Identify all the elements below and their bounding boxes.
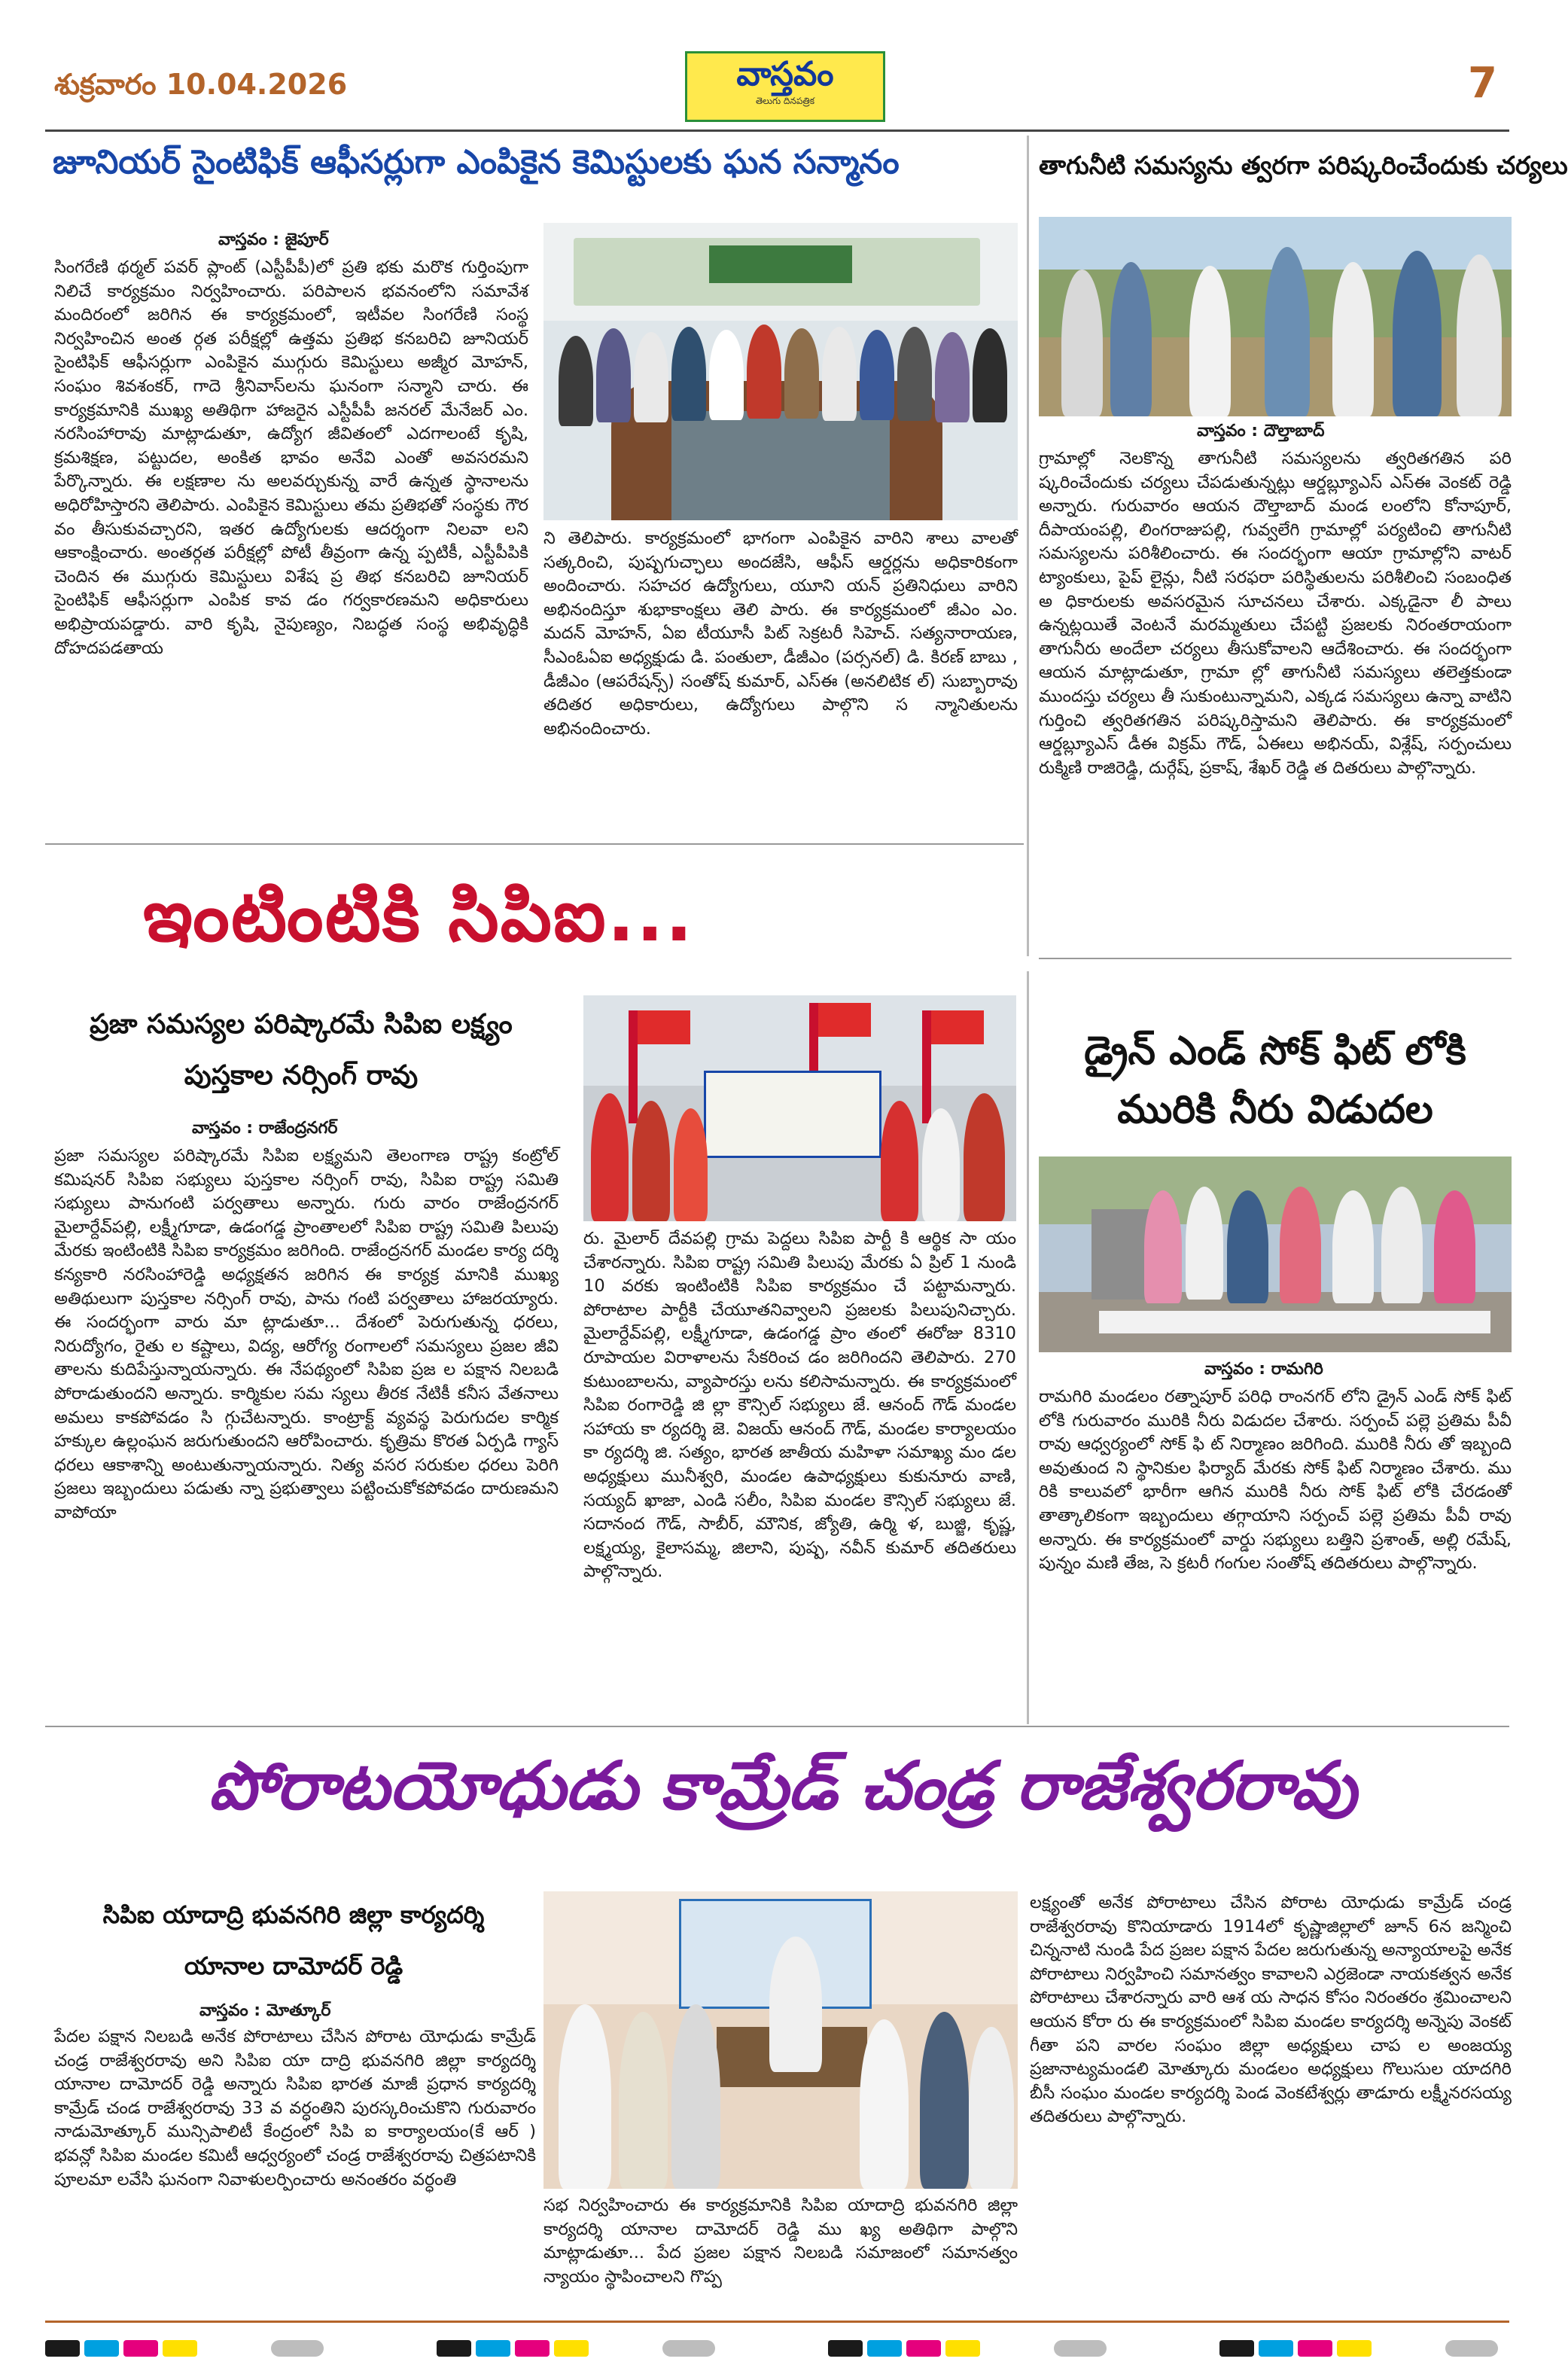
story3-body-left: ప్రజా సమస్యల పరిష్కారమే సిపిఐ లక్ష్యమని తెలంగాణ రాష్ట్ర కంట్రోల్ కమిషనర్ సిపిఐ సభ్యులు పుస్తకాల నర్సింగ్ రావు, సిపిఐ రాష్ట్ర సమితి సభ్యులు పానుగంటి పర్వతాలు అన్నారు. గురు వారం రాజేంద్రనగర్ మైలార్దేవ్‌పల్లి, లక్ష్మీగూడా, ఉడంగడ్డ ప్రాంతాలలో సిపిఐ రాష్ట్ర సమితి పిలుపు మేరకు ఇంటింటికి సిపిఐ కార్యక్రమం జరిగింది. రాజేంద్రనగర్ మండల కార్య దర్శి కన్యకారి నరసింహారెడ్డి అధ్యక్షతన జరిగిన ఈ కార్యక్ర మానికి ముఖ్య అతిథులుగా పుస్తకాల నర్సింగ్ రావు, పాను గంటి పర్వతాలు హాజరయ్యారు. ఈ సందర్భంగా వారు మా ట్లాడుతూ... దేశంలో పెరుగుతున్న ధరలు, నిరుద్యోగం, రైతు ల కష్టాలు, విద్య, ఆరోగ్య రంగాలలో సమస్యలు ప్రజల జీవి తాలను కుదిపేస్తున్నాయన్నారు. ఈ నేపథ్యంలో సిపిఐ ప్రజ ల పక్షాన నిలబడి పోరాడుతుందని అన్నారు. కార్మికుల సమ స్యలు తీరక నేటికీ కనీస వేతనాలు అమలు కాకపోవడం సి గ్గుచేటన్నారు. కాంట్రాక్ట్ వ్యవస్థ పెరుగుదల కార్మిక హక్కుల ఉల్లంఘన జరుగుతుందని ఆరోపించారు. కృత్రిమ కొరత ఏర్పడి గ్యాస్ ధరలు ఆకాశాన్ని అంటుతున్నాయన్నారు. నిత్య వసర సరుకుల ధరలు పెరిగి ప్రజలు ఇబ్బందులు పడుతు న్నా ప్రభుత్వాలు పట్టించుకోకపోవడం దారుణమని వాపోయా [54,1146,559,1522]
header-divider [45,130,1509,132]
registration-mark [123,2340,158,2357]
registration-gray-mark [271,2340,324,2357]
registration-mark [1219,2340,1254,2357]
registration-mark [828,2340,863,2357]
story5-body-left: పేదల పక్షాన నిలబడి అనేక పోరాటాలు చేసిన పోరాట యోధుడు కామ్రేడ్ చండ్ర రాజేశ్వరరావు అని సిపిఐ యా దాద్రి భువనగిరి జిల్లా కార్యదర్శి యానాల దామోదర్ రెడ్డి అన్నారు సిపిఐ భారత మాజీ ప్రధాన కార్యదర్శి కామ్రేడ్ చండ రాజేశ్వరరావు 33 వ వర్ధంతిని పురస్కరించుకొని గురువారం నాడుమోత్కూర్ మున్సిపాలిటీ కేంద్రంలో సిపి ఐ కార్యాలయం(కే ఆర్ ) భవన్లో సిపిఐ మండల కమిటీ ఆధ్వర్యంలో చండ్ర రాజేశ్వరరావు చిత్రపటానికి పూలమా లవేసి ఘనంగా నివాళులర్పించారు అనంతరం వర్ధంతి [54,2027,536,2190]
registration-mark [476,2340,510,2357]
story5-body-right: లక్ష్యంతో అనేక పోరాటాలు చేసిన పోరాట యోధుడు కామ్రేడ్ చండ్ర రాజేశ్వరరావు కొనియాడారు 1914లో కృష్ణాజిల్లాలో జూన్ 6న జన్మించి చిన్ననాటి నుండి పేద ప్రజల పక్షాన పేదల జరుగుతున్న అన్యాయాలపై అనేక పోరాటాలు నిర్వహించి సమానత్వం కావాలని ఎర్రజెండా నాయకత్వన అనేక పోరాటాలు చేశారన్నారు వారి ఆశ య సాధన కోసం నిరంతరం శ్రమించాలని ఆయన కోరా రు ఈ కార్యక్రమంలో సిపిఐ మండల కార్యదర్శి అన్నెపు వెంకట్ గీతా పని వారల సంఘం జిల్లా అధ్యక్షులు చాప ల అంజయ్య ప్రజానాట్యమండలి మోత్కూరు మండలం అధ్యక్షులు గొలుసుల యాదగిరి బీసీ సంఘం మండల కార్యదర్శి పెండ వెంకటేశ్వర్లు తాడూరు లక్ష్మీనరసయ్య తదితరులు పాల్గొన్నారు. [1030,1893,1512,2127]
story3-photo [583,995,1016,1221]
registration-gray-mark [1445,2340,1498,2357]
registration-mark [554,2340,589,2357]
story2-headline: తాగునీటి సమస్యను త్వరగా పరిష్కరించేందుకు చర్యలు [1039,151,1568,180]
masthead-tagline: తెలుగు దినపత్రిక [755,96,815,106]
masthead-logo [685,51,885,122]
registration-mark [84,2340,119,2357]
registration-marks [45,2340,1509,2363]
story3-headline-line2: పుస్తకాల నర్సింగ్ రావు [184,1060,419,1091]
registration-mark [906,2340,941,2357]
story5-headline-line1: సిపిఐ యాదాద్రి భువనగిరి జిల్లా కార్యదర్శి [102,1900,485,1929]
story4-dateline: వాస్తవం : రామగిరి [1204,1360,1323,1379]
section-divider [45,1726,1509,1727]
story1-headline: జూనియర్ సైంటిఫిక్ ఆఫీసర్లుగా ఎంపికైన కెమిస్టులకు ఘన సన్మానం [53,143,900,181]
column-divider [1027,136,1029,956]
story2-body: గ్రామాల్లో నెలకొన్న తాగునీటి సమస్యలను త్వరితగతిన పరి ష్కరించేందుకు చర్యలు చేపడుతున్నట్లు ఆర్డబ్ల్యూఎస్ ఎస్ఈ వెంకట్ రెడ్డి అన్నారు. గురువారం ఆయన దౌల్తాబాద్ మండ లంలోని కోనాపూర్, దీపాయంపల్లి, లింగరాజుపల్లి, గువ్వలేగి గ్రామాల్లో పర్యటించి తాగునీటి సమస్యలను పరిశీలించారు. ఈ సందర్భంగా ఆయా గ్రామాల్లోని వాటర్ ట్యాంకులు, పైప్ లైన్లు, నీటి సరఫరా పరిస్థితులను పరిశీలించి సంబంధిత అ ధికారులకు అవసరమైన సూచనలు చేశారు. ఎక్కడైనా లీ పాలు ఉన్నట్లయితే వెంటనే మరమ్మతులు చేపట్టి ప్రజలకు నిరంతరాయంగా తాగునీరు అందేలా చర్యలు తీసుకోవాలని ఆదేశించారు. ఈ సందర్భంగా ఆయన మాట్లాడుతూ, గ్రామా ల్లో తాగునీటి సమస్యలు తలెత్తకుండా ముందస్తు చర్యలు తీ సుకుంటున్నామని, ఎక్కడ సమస్యలు ఉన్నా వాటిని గుర్తించి త్వరితగతిన పరిష్కరిస్తామని తెలిపారు. ఈ కార్యక్రమంలో ఆర్డబ్ల్యూఎస్ డీఈ విక్రమ్ గౌడ్, ఏఈలు అభినయ్, విశ్లేష్, సర్పంచులు రుక్మిణి రాజిరెడ్డి, దుర్గేష్, ప్రకాష్, శేఖర్ రెడ్డి త దితరులు పాల్గొన్నారు. [1039,449,1512,778]
story4-photo [1039,1156,1512,1352]
section-divider [1039,958,1512,959]
registration-mark [437,2340,471,2357]
section-divider [45,843,1024,845]
story5-banner: పోరాటయోధుడు కామ్రేడ్ చండ్ర రాజేశ్వరరావు [209,1747,1357,1824]
page-number: 7 [1468,59,1497,108]
registration-mark [1298,2340,1332,2357]
issue-date: శుక్రవారం 10.04.2026 [54,68,348,101]
story3-dateline: వాస్తవం : రాజేంద్రనగర్ [192,1119,338,1138]
story1-dateline: వాస్తవం : జైపూర్ [218,230,329,249]
registration-mark [1259,2340,1293,2357]
column-divider [1027,971,1029,1724]
registration-mark [945,2340,980,2357]
story4-headline-line2: మురికి నీరు విడుదల [1117,1087,1433,1132]
story2-photo [1039,217,1512,416]
story1-photo [543,223,1018,520]
masthead-name: వాస్తవం [736,55,834,93]
registration-mark [45,2340,80,2357]
story4-headline-line1: డ్రైన్ ఎండ్ సోక్ ఫిట్ లోకి [1084,1028,1466,1074]
registration-mark [163,2340,197,2357]
registration-gray-mark [662,2340,715,2357]
registration-mark [867,2340,902,2357]
registration-mark [1337,2340,1372,2357]
story5-headline-line2: యానాల దామోదర్ రెడ్డి [184,1952,403,1980]
story2-dateline: వాస్తవం : దౌల్తాబాద్ [1197,422,1325,440]
story1-body-left: సింగరేణి థర్మల్ పవర్ ప్లాంట్ (ఎస్టీపీపీ)లో ప్రతి భకు మరొక గుర్తింపుగా నిలిచే కార్యక్రమం నిర్వహించారు. పరిపాలన భవనంలోని సమావేశ మందిరంలో జరిగిన ఈ కార్యక్రమంలో, ఇటీవల సింగరేణి సంస్థ నిర్వహించిన అంత ర్గత పరీక్షల్లో ఉత్తమ ప్రతిభ కనబరిచి జూనియర్ సైంటిఫిక్ ఆఫీసర్లుగా ఎంపికైన ముగ్గురు కెమిస్టులు అజ్మీర మోహన్, సంఘం శివశంకర్, గాదె శ్రీనివాస్‌లను ఘనంగా సన్మాని చారు. ఈ కార్యక్రమానికి ముఖ్య అతిథిగా హాజరైన ఎస్టీపీపీ జనరల్ మేనేజర్ ఎం. నరసింహారావు మాట్లాడుతూ, ఉద్యోగ జీవితంలో ఎదగాలంటే కృషి, క్రమశిక్షణ, పట్టుదల, అంకిత భావం అనేవి ఎంతో అవసరమని పేర్కొన్నారు. ఈ లక్షణాల ను అలవర్చుకున్న వారే ఉన్నత స్థానాలను అధిరోహిస్తారని తెలిపారు. ఎంపికైన కెమిస్టులు తమ ప్రతిభతో సంస్థకు గౌర వం తీసుకువచ్చారని, ఇతర ఉద్యోగులకు ఆదర్శంగా నిలవా లని ఆకాంక్షించారు. అంతర్గత పరీక్షల్లో పోటీ తీవ్రంగా ఉన్న ప్పటికీ, ఎస్టీపీపికి చెందిన ఈ ముగ్గురు కెమిస్టులు విశేష ప్ర తిభ కనబరిచి జూనియర్ సైంటిఫిక్ ఆఫీసర్లుగా ఎంపిక కావ డం గర్వకారణమని అధికారులు అభిప్రాయపడ్డారు. వారి కృషి, నైపుణ్యం, నిబద్ధత సంస్థ అభివృద్ధికి దోహదపడతాయ [54,258,528,658]
story3-headline-line1: ప్రజా సమస్యల పరిష్కారమే సిపిఐ లక్ష్యం [90,1009,513,1040]
story5-body-mid: సభ నిర్వహించారు ఈ కార్యక్రమానికి సిపిఐ యాదాద్రి భువనగిరి జిల్లా కార్యదర్శి యానాల దామోదర్ రెడ్డి ము ఖ్య అతిథిగా పాల్గొని మాట్లాడుతూ... పేద ప్రజల పక్షాన నిలబడి సమాజంలో సమానత్వం న్యాయం స్థాపించాలని గొప్ప [543,2196,1018,2287]
registration-gray-mark [1054,2340,1107,2357]
story3-body-right: రు. మైలార్ దేవపల్లి గ్రామ పెద్దలు సిపిఐ పార్టీ కి ఆర్థిక సా యం చేశారన్నారు. సిపిఐ రాష్ట్ర సమితి పిలుపు మేరకు ఏ ప్రిల్ 1 నుండి 10 వరకు ఇంటింటికి సిపిఐ కార్యక్రమం చే పట్టామన్నారు. పోరాటాల పార్టీకి చేయూతనివ్వాలని ప్రజలకు పిలుపునిచ్చారు. మైలార్దేవ్‌పల్లి, లక్ష్మీగూడా, ఉడంగడ్డ ప్రాం తంలో ఈరోజు 8310 రూపాయల విరాళాలను సేకరించ డం జరిగిందని తెలిపారు. 270 కుటుంబాలను, వ్యాపారస్తు లను కలిసామన్నారు. ఈ కార్యక్రమంలో సిపిఐ రంగారెడ్డి జి ల్లా కౌన్సిల్ సభ్యులు జే. ఆనంద్ గౌడ్ మండల సహాయ కా ర్యదర్శి జె. విజయ్ ఆనంద్ గౌడ్, మండల కార్యాలయం కా ర్యదర్శి జి. సత్యం, భారత జాతీయ మహిళా సమాఖ్య మం డల అధ్యక్షులు మునీశ్వరి, మండల ఉపాధ్యక్షులు కుకునూరు వాణి, సయ్యద్ ఖాజా, ఎండి సలీం, సిపిఐ మండల కౌన్సిల్ సభ్యులు జే. సదానంద గౌడ్, సాబీర్, మౌనిక, జ్యోతి, ఉర్మి ళ, బుజ్జి, కృష్ణ, లక్ష్మయ్య, కైలాసమ్మ, జిలాని, పుష్ప, నవీన్ కుమార్ తదితరులు పాల్గొన్నారు. [583,1229,1016,1582]
footer-divider [45,2321,1509,2323]
registration-mark [515,2340,550,2357]
story5-photo [543,1891,1018,2189]
story4-body: రామగిరి మండలం రత్నాపూర్ పరిధి రాంనగర్ లోని డ్రైన్ ఎండ్ సోక్ ఫిట్ లోకి గురువారం మురికి నీరు విడుదల చేశారు. సర్పంచ్ పల్లె ప్రతిమ పీవీ రావు ఆధ్వర్యంలో సోక్ ఫి ట్ నిర్మాణం జరిగింది. మురికి నీరు తో ఇబ్బంది అవుతుంద ని స్థానికుల ఫిర్యాద్ మేరకు సోక్ ఫిట్ నిర్మాణం చేశారు. ము రికి కాలువలో భారీగా ఆగిన మురికి నీరు సోక్ ఫిట్ లోకి చేరడంతో తాత్కాలికంగా ఇబ్బందులు తగ్గాయాని సర్పంచ్ పల్లె ప్రతిమ పీవీ రావు అన్నారు. ఈ కార్యక్రమంలో వార్డు సభ్యులు బత్తిని ప్రశాంత్, అల్లి రమేష్, పున్నం మణి తేజ, సె క్రటరీ గంగుల సంతోష్ తదితరులు పాల్గొన్నారు. [1039,1387,1512,1574]
story1-body-right: ని తెలిపారు. కార్యక్రమంలో భాగంగా ఎంపికైన వారిని శాలు వాలతో సత్కరించి, పుష్పగుచ్ఛాలు అందజేసి, ఆఫీస్ ఆర్డర్లను అధికారికంగా అందించారు. సహచర ఉద్యోగులు, యూని యన్ ప్రతినిధులు వారిని అభినందిస్తూ శుభాకాంక్షలు తెలి పారు. ఈ కార్యక్రమంలో జీఎం ఎం. మదన్ మోహన్, ఏఐ టీయూసీ పిట్ సెక్రటరీ సిహెచ్. సత్యనారాయణ, సీఎంఓఏఐ అధ్యక్షుడు డి. పంతులా, డీజీఎం (పర్సనల్) డి. కిరణ్ బాబు , డీజీఎం (ఆపరేషన్స్) సంతోష్ కుమార్, ఎస్ఈ (అనలిటిక ల్) సుబ్బారావు తదితర అధికారులు, ఉద్యోగులు పాల్గొని స న్మానితులను అభినందించారు. [543,529,1018,739]
story3-banner: ఇంటింటికి సిపిఐ... [143,873,695,958]
story5-dateline: వాస్తవం : మోత్కూర్ [199,2001,331,2020]
